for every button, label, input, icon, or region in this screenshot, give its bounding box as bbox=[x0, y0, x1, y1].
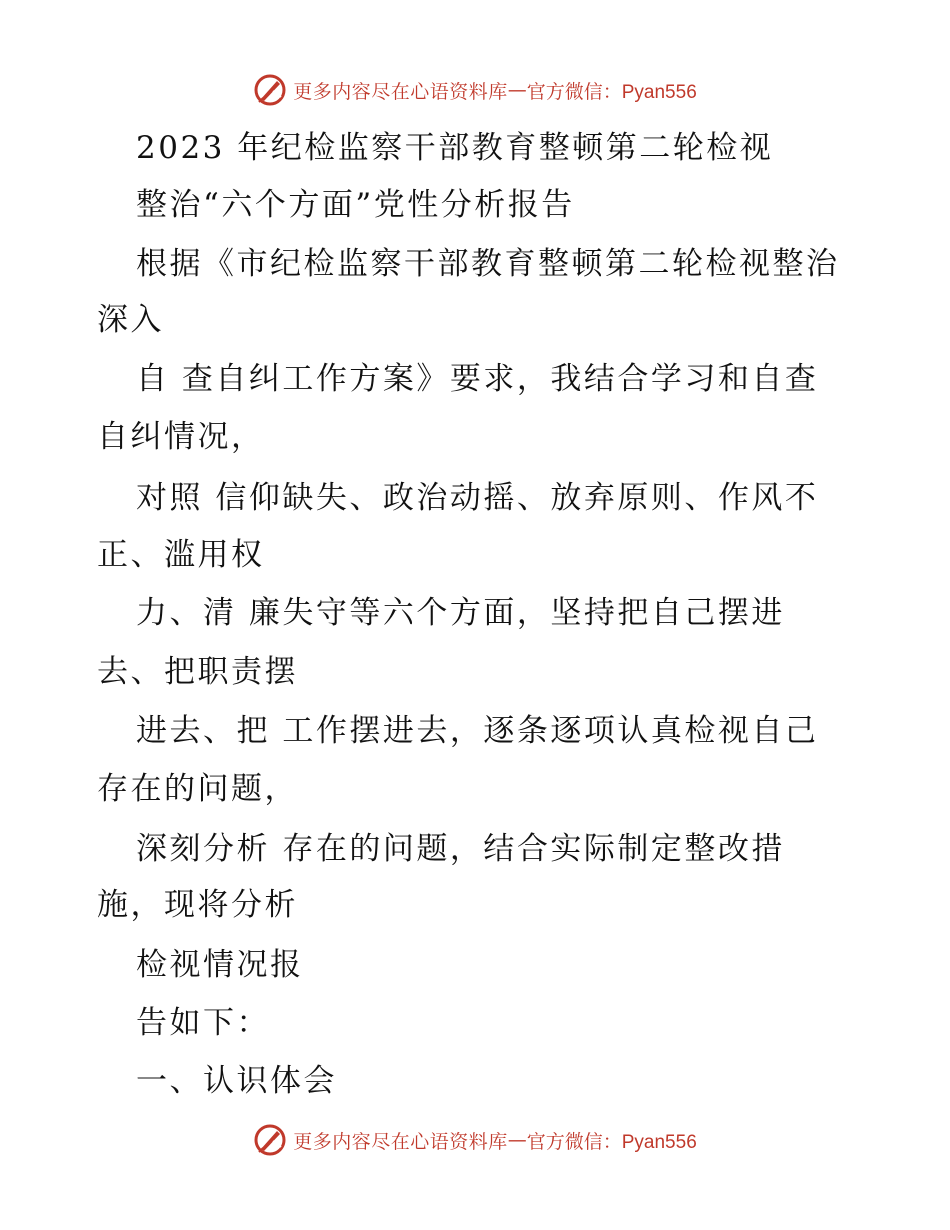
body-line: 检视情况报 bbox=[136, 947, 304, 983]
watermark-dash: — bbox=[507, 79, 527, 101]
body-line: 去、把职责摆 bbox=[97, 654, 298, 690]
watermark-text: 更多内容尽在心语资料库 bbox=[293, 1130, 508, 1153]
body-line: 深刻分析 存在的问题，结合实际制定整改措 bbox=[136, 831, 785, 867]
footer-watermark bbox=[0, 1120, 950, 1160]
body-line: 存在的问题， bbox=[97, 771, 298, 807]
body-line: 深入 bbox=[97, 302, 164, 338]
quill-pen-logo-icon bbox=[253, 1123, 287, 1157]
body-line: 自 查自纠工作方案》要求，我结合学习和自查 bbox=[136, 361, 819, 397]
title-line-1: 2023 年纪检监察干部教育整顿第二轮检视 bbox=[136, 130, 774, 166]
body-line: 对照 信仰缺失、政治动摇、放弃原则、作风不 bbox=[136, 480, 819, 516]
body-line: 进去、把 工作摆进去，逐条逐项认真检视自己 bbox=[136, 713, 819, 749]
body-line: 正、滥用权 bbox=[97, 537, 265, 573]
watermark-contact: 官方微信：Pyan556 bbox=[526, 1131, 697, 1153]
quill-pen-logo-icon bbox=[253, 73, 287, 107]
watermark-text: 更多内容尽在心语资料库 bbox=[293, 80, 508, 103]
body-line: 施，现将分析 bbox=[97, 887, 298, 923]
watermark-contact: 官方微信：Pyan556 bbox=[526, 81, 697, 103]
body-line: 力、清 廉失守等六个方面，坚持把自己摆进 bbox=[136, 595, 785, 631]
body-line: 自纠情况， bbox=[97, 419, 265, 455]
body-line: 根据《市纪检监察干部教育整顿第二轮检视整治 bbox=[136, 246, 840, 282]
title-line-2: 整治“六个方面”党性分析报告 bbox=[136, 187, 575, 223]
watermark-dash: — bbox=[507, 1129, 527, 1151]
body-line: 告如下： bbox=[136, 1005, 270, 1041]
header-watermark bbox=[0, 70, 950, 110]
section-heading: 一、认识体会 bbox=[136, 1063, 337, 1099]
